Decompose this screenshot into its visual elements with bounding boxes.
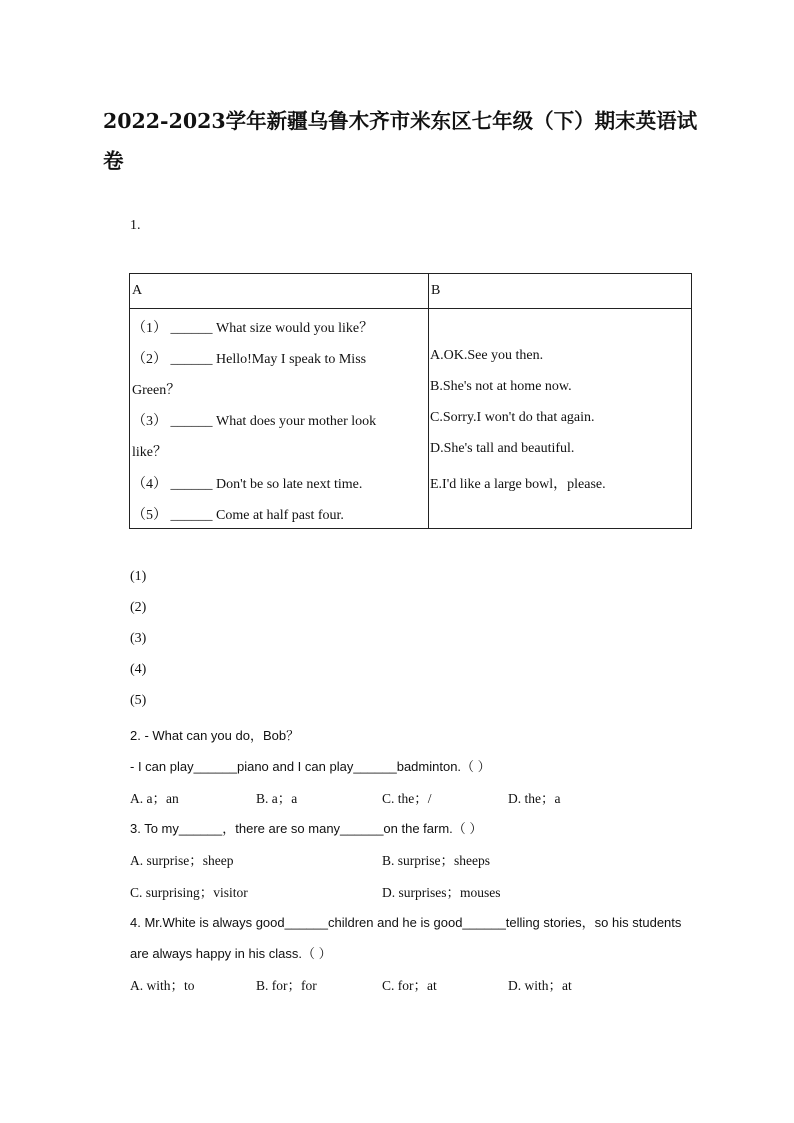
question-2-stem: 2. - What can you do，Bob？ [130, 728, 300, 743]
q3-option-a: A. surprise；sheep [130, 853, 234, 868]
question-4-stem: 4. Mr.White is always good______children and he is good______telling stories，so his students [130, 915, 682, 930]
q3-option-b: B. surprise；sheeps [382, 853, 490, 868]
answer-line: (3) [130, 631, 147, 646]
col-a-line: （2） ______ Hello!May I speak to Miss [132, 352, 367, 367]
q3-option-d: D. surprises；mouses [382, 885, 501, 900]
q2-option-a: A. a；an [130, 791, 179, 806]
col-b-option: A.OK.See you then. [430, 348, 544, 363]
col-b-option: C.Sorry.I won't do that again. [430, 410, 595, 425]
answer-line: (2) [130, 600, 147, 615]
col-b-option: D.She's tall and beautiful. [430, 441, 575, 456]
question-2-stem-line2: - I can play______piano and I can play______badminton.（ ） [130, 759, 491, 774]
table-header-row [130, 274, 691, 309]
q4-option-b: B. for；for [256, 978, 317, 993]
question-3-stem: 3. To my______，there are so many______on the farm.（ ） [130, 821, 483, 836]
question-1-number: 1. [130, 218, 141, 233]
answer-line: (4) [130, 662, 147, 677]
question-4-stem-line2: are always happy in his class.（ ） [130, 946, 332, 961]
col-a-line: （3） ______ What does your mother look [132, 414, 377, 429]
q4-option-a: A. with；to [130, 978, 195, 993]
col-a-line: （5） ______ Come at half past four. [132, 508, 344, 523]
q4-option-c: C. for；at [382, 978, 437, 993]
col-a-line: Green？ [132, 383, 181, 398]
col-a-line: like？ [132, 445, 167, 460]
col-a-line: （4） ______ Don't be so late next time. [132, 477, 363, 492]
col-b-option: E.I'd like a large bowl，please. [430, 477, 606, 492]
answer-line: (5) [130, 693, 147, 708]
col-a-line: （1） ______ What size would you like？ [132, 321, 374, 336]
col-b-option: B.She's not at home now. [430, 379, 572, 394]
matching-table [129, 273, 692, 529]
answer-line: (1) [130, 569, 147, 584]
q4-option-d: D. with；at [508, 978, 572, 993]
q2-option-b: B. a；a [256, 791, 298, 806]
q2-option-c: C. the；/ [382, 791, 432, 806]
q3-option-c: C. surprising；visitor [130, 885, 248, 900]
q2-option-d: D. the；a [508, 791, 561, 806]
column-b-header: B [431, 283, 441, 298]
table-column-divider [428, 274, 429, 528]
page-title: 2022-2023学年新疆乌鲁木齐市米东区七年级（下）期末英语试卷 [103, 109, 698, 173]
column-a-header: A [132, 283, 143, 298]
